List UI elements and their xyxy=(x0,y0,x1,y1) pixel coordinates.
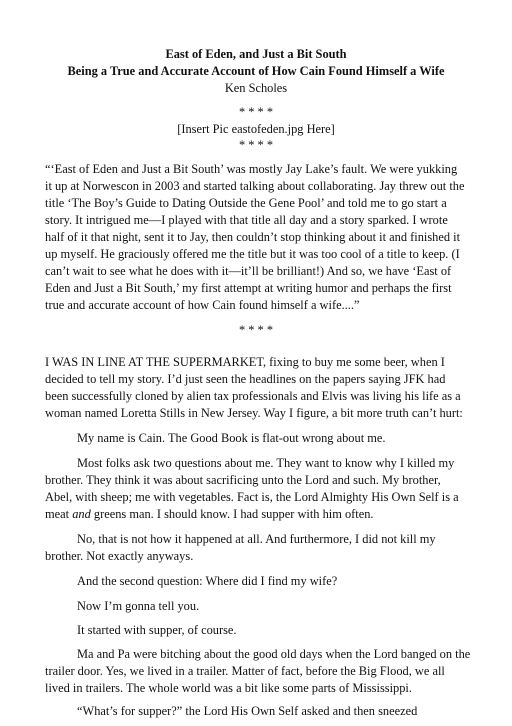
story-line: No, that is not how it happened at all. And furthermore, I did not kill my xyxy=(77,532,436,546)
story-line: I WAS IN LINE AT THE SUPERMARKET, fixing to buy me some beer, when I xyxy=(45,355,445,369)
story-line: It started with supper, of course. xyxy=(77,623,237,637)
intro-line: true and accurate account of how Cain found himself a wife....” xyxy=(45,298,360,312)
story-text: greens man. I should know. I had supper with him often. xyxy=(90,507,374,521)
emphasis-text: and xyxy=(72,507,91,521)
intro-line: it up at Norwescon in 2003 and started talking about collaborating. Jay threw out the xyxy=(45,179,465,193)
author-name: Ken Scholes xyxy=(224,81,288,95)
story-text: meat xyxy=(45,507,73,521)
story-line: Now I’m gonna tell you. xyxy=(77,599,200,613)
story-line: brother. Not exactly anyways. xyxy=(45,549,194,563)
story-line xyxy=(45,506,485,523)
story-line: lived in trailers. The whole world was a bit like some parts of Mississippi. xyxy=(45,681,412,695)
intro-line: story. It intrigued me—I played with that title all day and a story sparked. I wrote xyxy=(45,213,448,227)
intro-line: “‘East of Eden and Just a Bit South’ was mostly Jay Lake’s fault. We were yukking xyxy=(45,162,458,176)
story-line: My name is Cain. The Good Book is flat-out wrong about me. xyxy=(77,431,386,445)
story-line: Abel, with sheep; me with vegetables. Fact is, the Lord Almighty His Own Self is a xyxy=(45,490,459,504)
intro-line: up myself. He graciously offered me the title but it was too cool of a title to keep. (I xyxy=(45,247,460,261)
story-line: decided to tell my story. I’d just seen the headlines on the papers saying JFK had xyxy=(45,372,446,386)
intro-line: can’t wait to see what he does with it—it’ll be brilliant!) And so, we have ‘East of xyxy=(45,264,452,278)
intro-line: half of it that night, sent it to Jay, then couldn’t stop thinking about it and finished it xyxy=(45,230,461,244)
story-line: “What’s for supper?” the Lord His Own Self asked and then sneezed xyxy=(77,704,418,718)
intro-line: title ‘The Boy’s Guide to Dating Outside the Gene Pool’ and told me to go start a xyxy=(45,196,447,210)
document-subtitle: Being a True and Accurate Account of How Cain Found Himself a Wife xyxy=(67,64,445,78)
story-line: been successfully cloned by alien tax professionals and Elvis was living his life as a xyxy=(45,389,461,403)
story-line: And the second question: Where did I find my wife? xyxy=(77,574,338,588)
document-title: East of Eden, and Just a Bit South xyxy=(165,47,347,61)
section-separator: * * * * xyxy=(238,138,274,152)
story-line: Ma and Pa were bitching about the good old days when the Lord banged on the xyxy=(77,647,471,661)
image-placeholder: [Insert Pic eastofeden.jpg Here] xyxy=(177,122,335,136)
story-line: brother. They think it was about sacrificing unto the Lord and such. My brother, xyxy=(45,473,441,487)
section-separator: * * * * xyxy=(238,323,274,337)
intro-line: Eden and Just a Bit South,’ my first attempt at writing humor and perhaps the first xyxy=(45,281,452,295)
section-separator: * * * * xyxy=(238,105,274,119)
story-line: Most folks ask two questions about me. They want to know why I killed my xyxy=(77,456,455,470)
story-line: woman named Loretta Stills in New Jersey. Way I figure, a bit more truth can’t hurt: xyxy=(45,406,463,420)
story-line: trailer door. Yes, we lived in a trailer. Matter of fact, before the Big Flood, we all xyxy=(45,664,445,678)
